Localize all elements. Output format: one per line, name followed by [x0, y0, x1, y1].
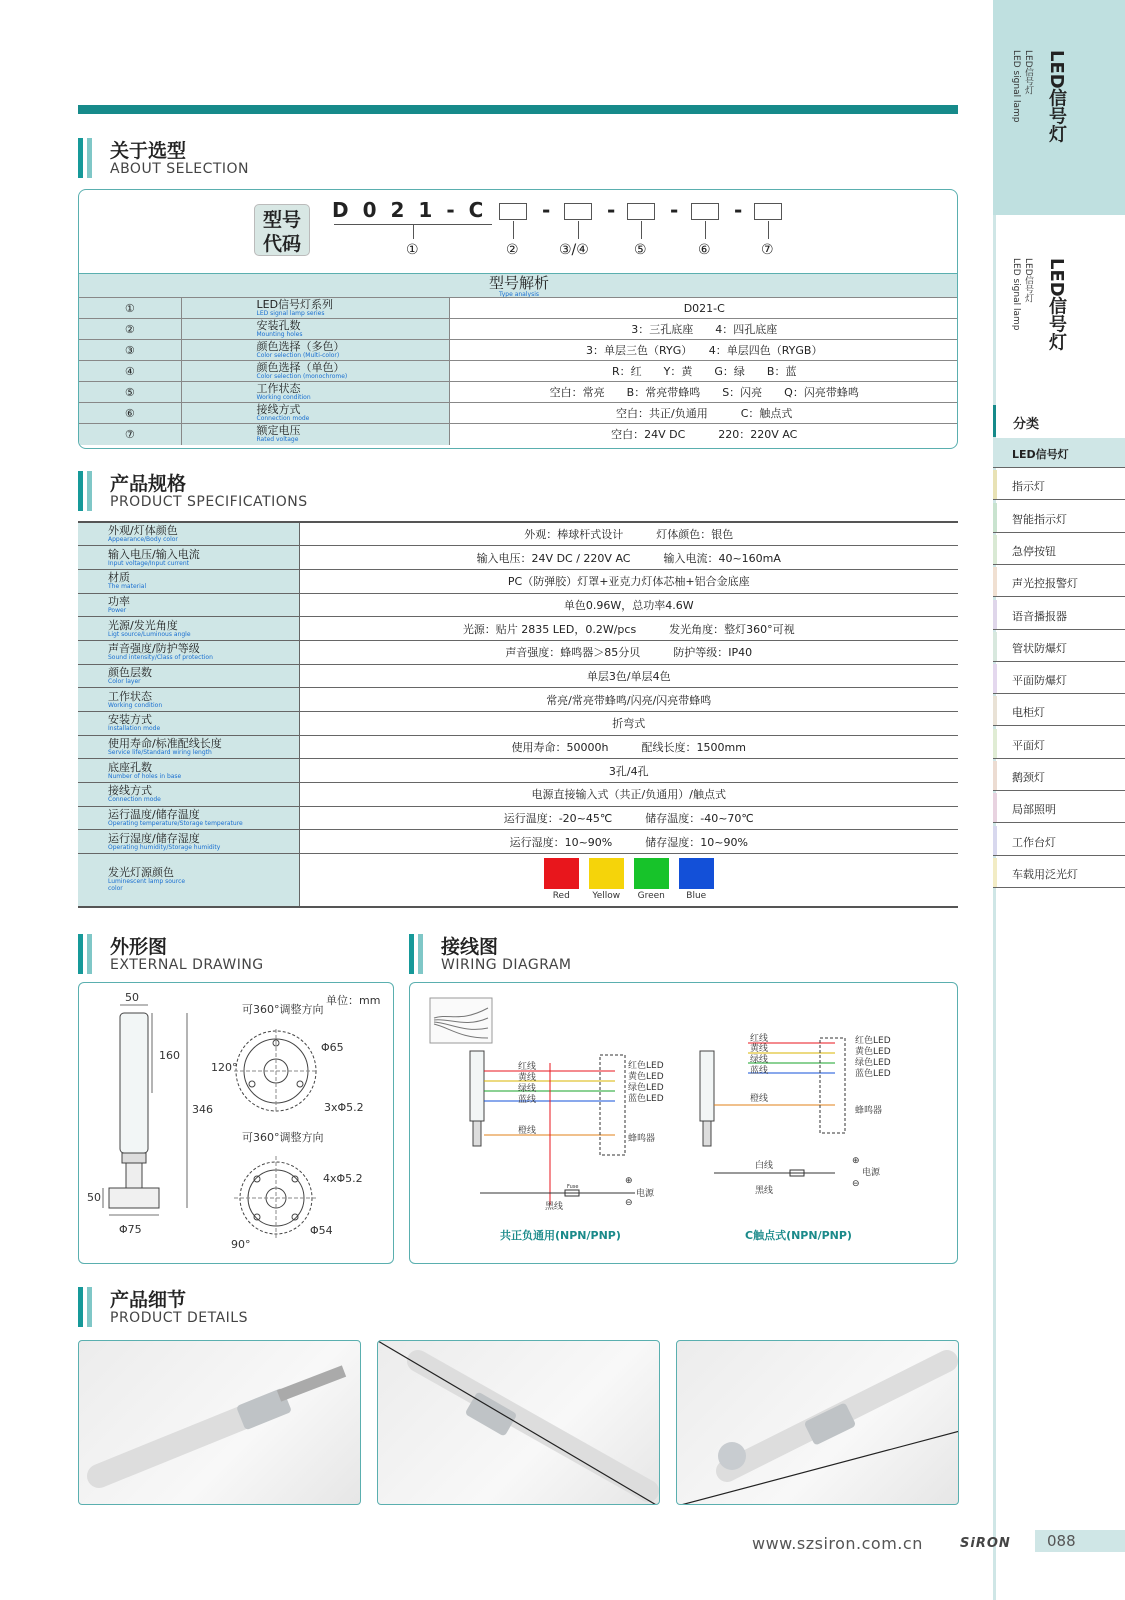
- svg-text:蓝色LED: 蓝色LED: [855, 1069, 891, 1079]
- svg-text:120°: 120°: [211, 1061, 238, 1074]
- footer-url[interactable]: www.szsiron.com.cn: [752, 1534, 923, 1553]
- slot-number: ⑤: [634, 242, 647, 258]
- drawing-title: 外形图: [110, 936, 168, 958]
- selection-subtitle: ABOUT SELECTION: [110, 161, 250, 177]
- slot-number: ①: [406, 242, 419, 258]
- table-row: 安装方式 Installation mode 折弯式: [78, 712, 958, 736]
- table-row: 使用寿命/标准配线长度 Service life/Standard wiring length 使用寿命：50000h 配线长度：1500mm: [78, 735, 958, 759]
- svg-text:红色LED: 红色LED: [628, 1061, 664, 1071]
- svg-text:⊕: ⊕: [625, 1176, 633, 1186]
- table-row: 外观/灯体颜色 Appearance/Body color 外观：棒球杆式设计 灯体颜色：银色: [78, 522, 958, 546]
- model-selection-box: 型号 代码 D021-C - - - - ① ② ③/④ ⑤ ⑥ ⑦ 型号解析 Type analysis ① LED信号灯系列 LED signal lamp series D021-C ② 安装孔数 Mounting holes 3：三孔底座 4：四孔底座 ③ 颜色选择（多色） Color selection (Multi-color) 3：单层三色（RYG） 4：单层四色（RYGB） ④ 颜色选择（单色） Color selection (monochrome) R：红 Y：黄 G：绿 B：蓝 ⑤ 工作状态 Working condition 空白：常亮 B：常亮带蜂鸣 S：闪亮 Q：闪亮带蜂鸣 ⑥ 接线方式 Connection mode 空白：共正/负通用 C：触点式 ⑦ 额定电压 Rated voltage 空白：24V DC 220：220V AC: [78, 189, 958, 449]
- table-row: ④ 颜色选择（单色） Color selection (monochrome) R：红 Y：黄 G：绿 B：蓝: [79, 361, 958, 382]
- category-sidebar: [993, 0, 1125, 1600]
- svg-text:蓝色LED: 蓝色LED: [628, 1094, 664, 1104]
- external-drawing-panel: [78, 982, 394, 1264]
- wiring-title: 接线图: [441, 936, 499, 958]
- sidebar-category-item[interactable]: 工作台灯: [993, 826, 1125, 856]
- sidebar-category-item[interactable]: 指示灯: [993, 470, 1125, 500]
- model-code-prefix: D021-C: [332, 198, 498, 222]
- svg-text:50: 50: [87, 1191, 101, 1204]
- svg-text:黑线: 黑线: [755, 1186, 774, 1196]
- sidebar-category-item[interactable]: 局部照明: [993, 793, 1125, 823]
- sidebar-category-item[interactable]: 平面防爆灯: [993, 664, 1125, 694]
- specs-title: 产品规格: [110, 473, 187, 495]
- sidebar-category-item[interactable]: 急停按钮: [993, 535, 1125, 565]
- slot-number: ②: [506, 242, 519, 258]
- table-row: 功率 Power 单色0.96W，总功率4.6W: [78, 593, 958, 617]
- code-slot-2: [499, 203, 527, 220]
- svg-text:红线: 红线: [518, 1062, 537, 1072]
- sidebar-tab-led-signal-lamp[interactable]: LED信号灯 LED信号灯 LED signal lamp: [993, 0, 1125, 215]
- category-heading: 分类: [993, 405, 1125, 437]
- table-row: 底座孔数 Number of holes in base 3孔/4孔: [78, 759, 958, 783]
- sidebar-category-item[interactable]: 智能指示灯: [993, 503, 1125, 533]
- color-swatches: [544, 858, 714, 901]
- table-row: ⑥ 接线方式 Connection mode 空白：共正/负通用 C：触点式: [79, 403, 958, 424]
- svg-text:3xΦ5.2: 3xΦ5.2: [324, 1101, 364, 1114]
- sidebar-category-item[interactable]: 声光控报警灯: [993, 567, 1125, 597]
- color-swatch: Blue: [679, 858, 714, 901]
- drawing-subtitle: EXTERNAL DRAWING: [110, 957, 264, 973]
- details-title: 产品细节: [110, 1289, 187, 1311]
- type-analysis-table: [79, 297, 958, 445]
- table-row: 工作状态 Working condition 常亮/常亮带蜂鸣/闪亮/闪亮带蜂鸣: [78, 688, 958, 712]
- table-row: ⑦ 额定电压 Rated voltage 空白：24V DC 220：220V AC: [79, 424, 958, 445]
- sidebar-category-item[interactable]: 电柜灯: [993, 696, 1125, 726]
- wiring-subtitle: WIRING DIAGRAM: [441, 957, 572, 973]
- svg-text:蜂鸣器: 蜂鸣器: [855, 1106, 883, 1116]
- svg-text:蓝线: 蓝线: [750, 1066, 769, 1076]
- table-row: 材质 The material PC（防弹胶）灯罩+亚克力灯体芯柚+铝合金底座: [78, 569, 958, 593]
- svg-text:蓝线: 蓝线: [518, 1095, 537, 1105]
- svg-text:黄色LED: 黄色LED: [855, 1047, 891, 1057]
- code-slot-5: [627, 203, 655, 220]
- svg-text:Φ54: Φ54: [310, 1224, 333, 1237]
- top-accent-bar: [78, 105, 958, 114]
- table-row: 声音强度/防护等级 Sound intensity/Class of protection 声音强度：蜂鸣器＞85分贝 防护等级：IP40: [78, 640, 958, 664]
- code-slot-3: [564, 203, 592, 220]
- table-row: 运行温度/储存温度 Operating temperature/Storage temperature 运行温度：-20~45℃ 储存温度：-40~70℃: [78, 806, 958, 830]
- product-photo-3: [676, 1340, 959, 1505]
- svg-text:Φ65: Φ65: [321, 1041, 344, 1054]
- color-swatch: Green: [634, 858, 669, 901]
- wiring-diagram-panel: [409, 982, 958, 1264]
- slot-number: ③/④: [559, 242, 589, 258]
- code-slot-7: [754, 203, 782, 220]
- svg-text:绿色LED: 绿色LED: [855, 1058, 891, 1068]
- svg-text:可360°调整方向: 可360°调整方向: [242, 1003, 324, 1016]
- svg-text:红线: 红线: [750, 1034, 769, 1044]
- svg-text:Fuse: Fuse: [567, 1184, 579, 1190]
- sidebar-category-item[interactable]: 管状防爆灯: [993, 632, 1125, 662]
- table-row: 输入电压/输入电流 Input voltage/Input current 输入电压：24V DC / 220V AC 输入电流：40~160mA: [78, 546, 958, 570]
- sidebar-category-item[interactable]: 车载用泛光灯: [993, 858, 1125, 888]
- code-slot-6: [691, 203, 719, 220]
- svg-text:黄色LED: 黄色LED: [628, 1072, 664, 1082]
- svg-text:白线: 白线: [755, 1161, 774, 1171]
- color-swatch: Yellow: [589, 858, 624, 901]
- svg-text:黄线: 黄线: [518, 1073, 537, 1083]
- svg-text:橙线: 橙线: [750, 1094, 769, 1104]
- table-row: ⑤ 工作状态 Working condition 空白：常亮 B：常亮带蜂鸣 S：闪亮 Q：闪亮带蜂鸣: [79, 382, 958, 403]
- table-row: ② 安装孔数 Mounting holes 3：三孔底座 4：四孔底座: [79, 319, 958, 340]
- wiring-schematic: [410, 983, 956, 1263]
- svg-text:346: 346: [192, 1103, 213, 1116]
- svg-text:黄线: 黄线: [750, 1044, 769, 1054]
- table-row: 接线方式 Connection mode 电源直接输入式（共正/负通用）/触点式: [78, 783, 958, 807]
- footer-logo: SiRON: [960, 1536, 1011, 1551]
- type-analysis-header: 型号解析 Type analysis: [79, 273, 958, 297]
- svg-text:红色LED: 红色LED: [855, 1036, 891, 1046]
- table-row: 发光灯源颜色 Luminescent lamp source color Red Yellow Green Blue: [78, 854, 958, 907]
- color-swatch: Red: [544, 858, 579, 901]
- svg-text:4xΦ5.2: 4xΦ5.2: [323, 1172, 363, 1185]
- table-row: 颜色层数 Color layer 单层3色/单层4色: [78, 664, 958, 688]
- table-row: 光源/发光角度 Ligt source/Luminous angle 光源：贴片 2835 LED，0.2W/pcs 发光角度：整灯360°可视: [78, 617, 958, 641]
- svg-text:电源: 电源: [862, 1168, 881, 1178]
- specs-subtitle: PRODUCT SPECIFICATIONS: [110, 494, 308, 510]
- svg-text:可360°调整方向: 可360°调整方向: [242, 1131, 324, 1144]
- svg-text:电源: 电源: [636, 1189, 655, 1199]
- svg-text:蜂鸣器: 蜂鸣器: [628, 1134, 656, 1144]
- wiring-caption-contact: C触点式(NPN/PNP): [745, 1229, 852, 1242]
- svg-text:⊖: ⊖: [852, 1179, 860, 1189]
- slot-number: ⑦: [761, 242, 774, 258]
- slot-number: ⑥: [698, 242, 711, 258]
- svg-text:⊕: ⊕: [852, 1156, 860, 1166]
- product-photo-2: [377, 1340, 660, 1505]
- sidebar-category-item[interactable]: 语音播报器: [993, 600, 1125, 630]
- svg-text:黑线: 黑线: [545, 1202, 564, 1212]
- dimension-drawing: [79, 983, 392, 1263]
- table-row: ① LED信号灯系列 LED signal lamp series D021-C: [79, 298, 958, 319]
- svg-text:160: 160: [159, 1049, 180, 1062]
- wiring-caption-common: 共正负通用(NPN/PNP): [500, 1229, 621, 1242]
- sidebar-category-item[interactable]: 平面灯: [993, 729, 1125, 759]
- sidebar-tab-led-signal-lamp-2[interactable]: LED信号灯 LED信号灯 LED signal lamp: [993, 218, 1125, 398]
- sidebar-category-item[interactable]: LED信号灯: [993, 438, 1125, 468]
- svg-text:绿线: 绿线: [518, 1084, 537, 1094]
- svg-text:90°: 90°: [231, 1238, 251, 1251]
- svg-text:绿色LED: 绿色LED: [628, 1083, 664, 1093]
- specifications-table: [78, 521, 958, 908]
- details-subtitle: PRODUCT DETAILS: [110, 1310, 248, 1326]
- unit-label: 单位：mm: [326, 994, 381, 1007]
- svg-text:⊖: ⊖: [625, 1198, 633, 1208]
- selection-title: 关于选型: [110, 140, 187, 162]
- table-row: ③ 颜色选择（多色） Color selection (Multi-color) 3：单层三色（RYG） 4：单层四色（RYGB）: [79, 340, 958, 361]
- table-row: 运行湿度/储存湿度 Operating humidity/Storage humidity 运行湿度：10~90% 储存湿度：10~90%: [78, 830, 958, 854]
- sidebar-category-item[interactable]: 鹅颈灯: [993, 761, 1125, 791]
- product-photo-1: [78, 1340, 361, 1505]
- svg-text:绿线: 绿线: [750, 1055, 769, 1065]
- svg-text:橙线: 橙线: [518, 1126, 537, 1136]
- svg-text:50: 50: [125, 991, 139, 1004]
- page-number: 088: [1035, 1530, 1125, 1552]
- svg-text:Φ75: Φ75: [119, 1223, 142, 1236]
- model-code-tag: 型号 代码: [254, 204, 310, 256]
